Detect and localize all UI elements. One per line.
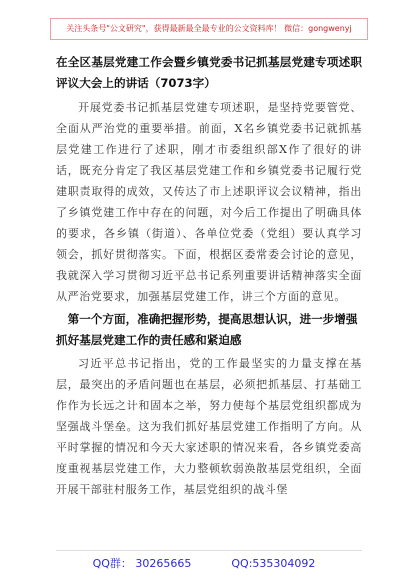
section-paragraph: 习近平总书记指出，党的工作最坚实的力量支撑在基层，最突出的矛盾问题也在基层，必须把抓基层、打基础工作作为长远之计和固本之举，努力使每个基层党组织都成为坚强战斗堡垒。这为我们抓好基层党建工作指明了方向。从平时掌握的情况和今天大家述职的情况来看，各乡镇党委高度重视基层党建工作，大力整顿软弱涣散基层党组织，全面开展干部驻村服务工作，基层党组织的战斗堡 [56, 357, 362, 496]
qq-contact: QQ:535304092 [231, 557, 316, 570]
footer-divider [56, 550, 362, 551]
intro-paragraph: 开展党委书记抓基层党建专项述职，是坚持党要管党、全面从严治党的重要举措。前面，X名乡镇党委书记就抓基层党建工作进行了述职，刚才市委组织部X作了很好的讲话，既充分肯定了我区基层党建工作和乡镇党委书记履行党建职责取得的成效，又传达了市上述职评议会议精神，指出了乡镇党建工作中存在的问题，对今后工作提出了明确具体的要求，各乡镇（街道）、各单位党委（党组）要认真学习领会，抓好贯彻落实。下面，根据区委常委会讨论的意见，我就深入学习贯彻习近平总书记系列重要讲话精神落实全面从严治党要求，加强基层党建工作，讲三个方面的意见。 [56, 101, 362, 303]
section-heading: 第一个方面，准确把握形势，提高思想认识，进一步增强抓好基层党建工作的责任感和紧迫感 [56, 312, 358, 347]
footer [0, 553, 408, 575]
document-body [56, 52, 362, 500]
top-banner: 关注头条号"公文研究"，获得最新最全最专业的公文资料库！ 微信：gongwenyj [50, 18, 368, 40]
qq-group-contact: QQ群： 30265665 [92, 557, 192, 570]
document-title: 在全区基层党建工作会暨乡镇党委书记抓基层党建专项述职评议大会上的讲话（7073字） [56, 55, 362, 90]
